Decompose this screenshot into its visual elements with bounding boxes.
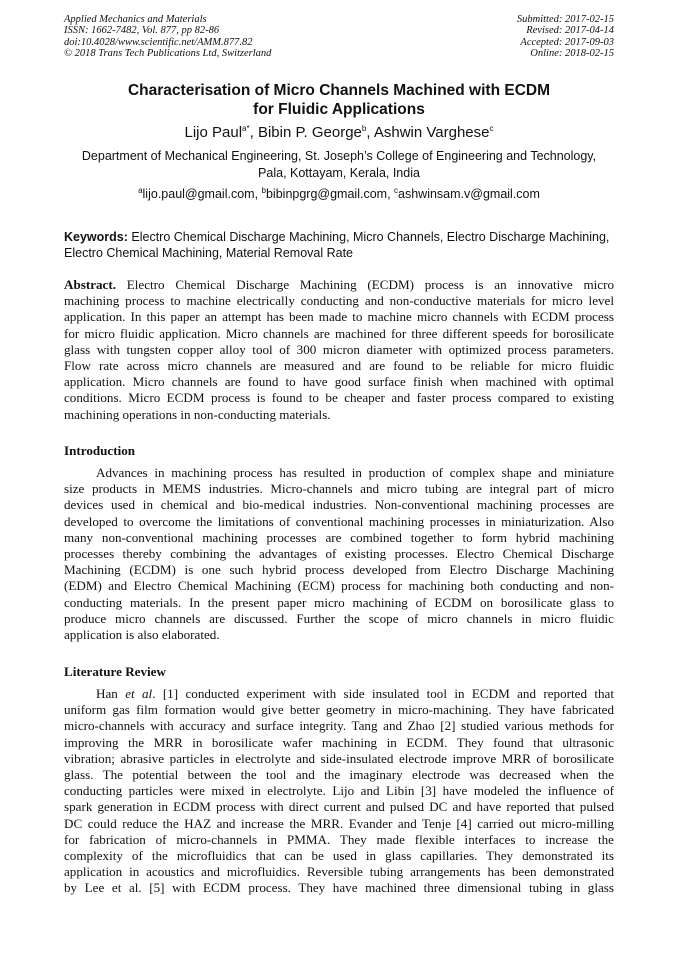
paper-title [40,81,638,119]
accepted-date: Accepted: 2017-09-03 [520,36,614,48]
literature-line: conducting particles were mixed in electrolyte. Lijo and Libin [3] have modeled the influence of [64,783,614,799]
introduction-line: developed to overcome the limitations of conventional machining processes in miniaturization. Also [64,513,614,529]
online-date: Online: 2018-02-15 [530,47,614,59]
submitted-date: Submitted: 2017-02-15 [516,14,614,25]
abstract-line: machining operations in non-conducting materials. [64,406,331,422]
email-link[interactable]: lijo.paul@gmail.com [142,187,255,202]
abstract-line: application. In this paper an attempt has been made to machine micro channels with ECDM process [64,309,614,325]
copyright: © 2018 Trans Tech Publications Ltd, Switzerland [64,47,272,59]
author-mark: a* [242,124,250,133]
affiliation [40,148,638,182]
abstract-line: Abstract. Electro Chemical Discharge Machining (ECDM) process is an innovative micro [64,277,614,292]
introduction-line: application is also elaborated. [64,626,220,642]
journal-info [64,14,271,59]
introduction-line: devices used in chemical and bio-medical industries. Non-conventional machining processes are [64,497,614,513]
email-link[interactable]: ashwinsam.v@gmail.com [398,187,540,202]
email-mark: c [394,186,399,195]
title-line: Characterisation of Micro Channels Machined with ECDM [127,82,550,99]
literature-line: application in acoustics and microfluidics. Reversible tubing arrangements has been demonstrated [64,864,614,880]
email-link[interactable]: bibinpgrg@gmail.com [265,187,388,202]
authors: Lijo Paul$^{a*}$, Bibin P. George$^b$, Ashwin Varghese$^c$ [184,124,494,141]
abstract-label: Abstract. [64,277,116,292]
literature-line: complexity of the microfluidics that can be used in glass capillaries. They demonstrated its [64,847,614,863]
abstract [64,277,614,423]
revised-date: Revised: 2017-04-14 [526,25,614,37]
title-line: for Fluidic Applications [253,101,425,118]
abstract-line: for micro fluidic application. Micro channels are machined for three different speeds for borosilicate [64,325,614,341]
emails: $^a$lijo.paul@gmail.com, $^b$bibinpgrg@gmail.com, $^c$ashwinsam.v@gmail.com [138,186,540,202]
email-mark: b [261,186,266,195]
affiliation-line: Pala, Kottayam, Kerala, India [258,166,420,180]
author: Lijo Paul [184,124,243,141]
keywords [64,229,614,261]
literature-line: by Lee et al. [5] with ECDM process. They have machined three dimensional tubing in glass [64,880,614,896]
literature-line: glass. The potential between the tool and the imaginary electrode was decreased when the [64,766,614,782]
email-mark: a [138,186,143,195]
literature-review-section [64,663,614,896]
introduction-line: Advances in machining process has resulted in production of complex shape and miniature [96,465,614,480]
literature-line: spark generation in ECDM process with direct current and pulsed DC and have reported that pulsed [64,799,614,815]
journal-name: Applied Mechanics and Materials [64,14,207,25]
abstract-line: machining process to machine electrically conducting and non-conductive materials for micro level [64,293,614,309]
literature-line: DC could reduce the HAZ and increase the MRR. Evander and Tenje [4] carried out micro-milling [64,815,614,831]
dates-info [517,14,614,59]
affiliation-line: Department of Mechanical Engineering, St. Joseph’s College of Engineering and Technology, [81,149,597,163]
introduction-section [64,442,614,643]
literature-line: uniform gas film formation would give better geometry in micro-machining. They have fabricated [64,702,614,718]
author: Bibin P. George [257,124,362,141]
introduction-line: (EDM) and Electro Chemical Machining (ECM) process for machining both conducting and non- [64,578,614,594]
introduction-line: Machining (ECDM) is one such hybrid process developed from Electro Discharge Machining [64,562,614,578]
keywords-label: Keywords: [64,230,128,244]
citation-etal: et al [125,686,153,701]
author-mark: c [489,124,494,133]
keywords-text: Electro Chemical Discharge Machining, Micro Channels, Electro Discharge Machining, Electro Chemical Machining, Material Removal Rate [64,230,610,260]
doi: doi:10.4028/www.scientific.net/AMM.877.82 [64,36,253,48]
introduction-line: produce micro channels are discussed. Further the scope of micro channels in micro fluidic [64,610,614,626]
abstract-line: conditions. Micro ECDM process is found to be cheaper and faster process compared to existing [64,390,614,406]
abstract-line: Flow rate across micro channels are measured and are found to be reliable for micro fluidic [64,357,614,373]
introduction-line: processes thereby combining the advantages of existing processes. Electro Chemical Discharge [64,545,614,561]
literature-line: micro-channels with accuracy and surface integrity. Tang and Zhao [2] studied various methods for [64,718,614,734]
literature-heading: Literature Review [64,664,166,679]
introduction-line: conducting materials. In the present paper micro machining of ECDM on borosilicate glass to [64,594,614,610]
literature-line: Han et al. [1] conducted experiment with side insulated tool in ECDM and reported that [96,686,614,701]
abstract-line: glass with tungsten copper alloy tool of 300 micron diameter with optimized process parameters. [64,341,614,357]
introduction-line: size products in MEMS industries. Micro-channels and micro tubing are integral part of micro [64,481,614,497]
issn: ISSN: 1662-7482, Vol. 877, pp 82-86 [64,25,220,37]
introduction-heading: Introduction [64,443,136,458]
introduction-line: many non-conventional machining processes are combined together to form hybrid machining [64,529,614,545]
abstract-line: application. Micro channels are found to have good surface finish when machined with optimal [64,374,614,390]
author: Ashwin Varghese [373,124,490,141]
literature-line: vibration; abrasive particles in electrolyte and side-insulated electrode improve MRR of borosilicate [64,750,614,766]
literature-line: improving the MRR in borosilicate wafer machining in ECDM. They found that ultrasonic [64,734,614,750]
author-mark: b [361,124,367,133]
literature-line: for fabrication of micro-channels in PMMA. They made flexible interfaces to increase the [64,831,614,847]
